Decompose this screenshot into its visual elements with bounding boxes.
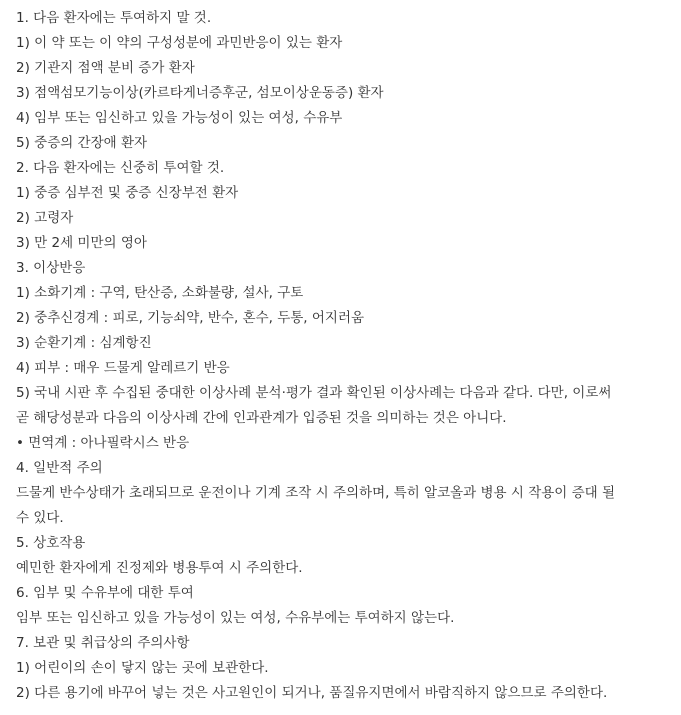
list-item: 3) 순환기계 : 심계항진: [16, 335, 152, 351]
document-body: [16, 6, 666, 706]
list-item: 4) 임부 또는 임신하고 있을 가능성이 있는 여성, 수유부: [16, 110, 343, 126]
list-item: 1) 이 약 또는 이 약의 구성성분에 과민반응이 있는 환자: [16, 35, 343, 51]
list-item: 1) 중증 심부전 및 중증 신장부전 환자: [16, 185, 239, 201]
list-item-continuation: 곧 해당성분과 다음의 이상사례 간에 인과관계가 입증된 것을 의미하는 것은 아니다.: [16, 410, 507, 426]
section-heading: 5. 상호작용: [16, 535, 86, 551]
list-item: 2) 고령자: [16, 210, 74, 226]
paragraph-line: 임부 또는 임신하고 있을 가능성이 있는 여성, 수유부에는 투여하지 않는다.: [16, 610, 455, 626]
list-item: 4) 피부 : 매우 드물게 알레르기 반응: [16, 360, 230, 376]
list-item: 1) 소화기계 : 구역, 탄산증, 소화불량, 설사, 구토: [16, 285, 304, 301]
section-heading: 2. 다음 환자에는 신중히 투여할 것.: [16, 160, 225, 176]
bullet-item: • 면역계 : 아나필락시스 반응: [16, 435, 190, 451]
paragraph-line: 수 있다.: [16, 510, 64, 526]
list-item: 2) 다른 용기에 바꾸어 넣는 것은 사고원인이 되거나, 품질유지면에서 바람직하지 않으므로 주의한다.: [16, 685, 608, 701]
paragraph-line: 예민한 환자에게 진정제와 병용투여 시 주의한다.: [16, 560, 303, 576]
list-item: 1) 어린이의 손이 닿지 않는 곳에 보관한다.: [16, 660, 269, 676]
section-heading: 3. 이상반응: [16, 260, 86, 276]
section-heading: 7. 보관 및 취급상의 주의사항: [16, 635, 190, 651]
list-item: 3) 만 2세 미만의 영아: [16, 235, 147, 251]
paragraph-line: 드물게 반수상태가 초래되므로 운전이나 기계 조작 시 주의하며, 특히 알코올과 병용 시 작용이 증대 될: [16, 485, 616, 501]
section-heading: 4. 일반적 주의: [16, 460, 103, 476]
list-item: 2) 중추신경계 : 피로, 기능쇠약, 반수, 혼수, 두통, 어지러움: [16, 310, 365, 326]
list-item: 2) 기관지 점액 분비 증가 환자: [16, 60, 195, 76]
list-item: 3) 점액섬모기능이상(카르타게너증후군, 섬모이상운동증) 환자: [16, 85, 384, 101]
list-item: 5) 중증의 간장애 환자: [16, 135, 148, 151]
section-heading: 1. 다음 환자에는 투여하지 말 것.: [16, 10, 212, 26]
section-heading: 6. 임부 및 수유부에 대한 투여: [16, 585, 194, 601]
list-item: 5) 국내 시판 후 수집된 중대한 이상사례 분석·평가 결과 확인된 이상사례는 다음과 같다. 다만, 이로써: [16, 385, 612, 401]
